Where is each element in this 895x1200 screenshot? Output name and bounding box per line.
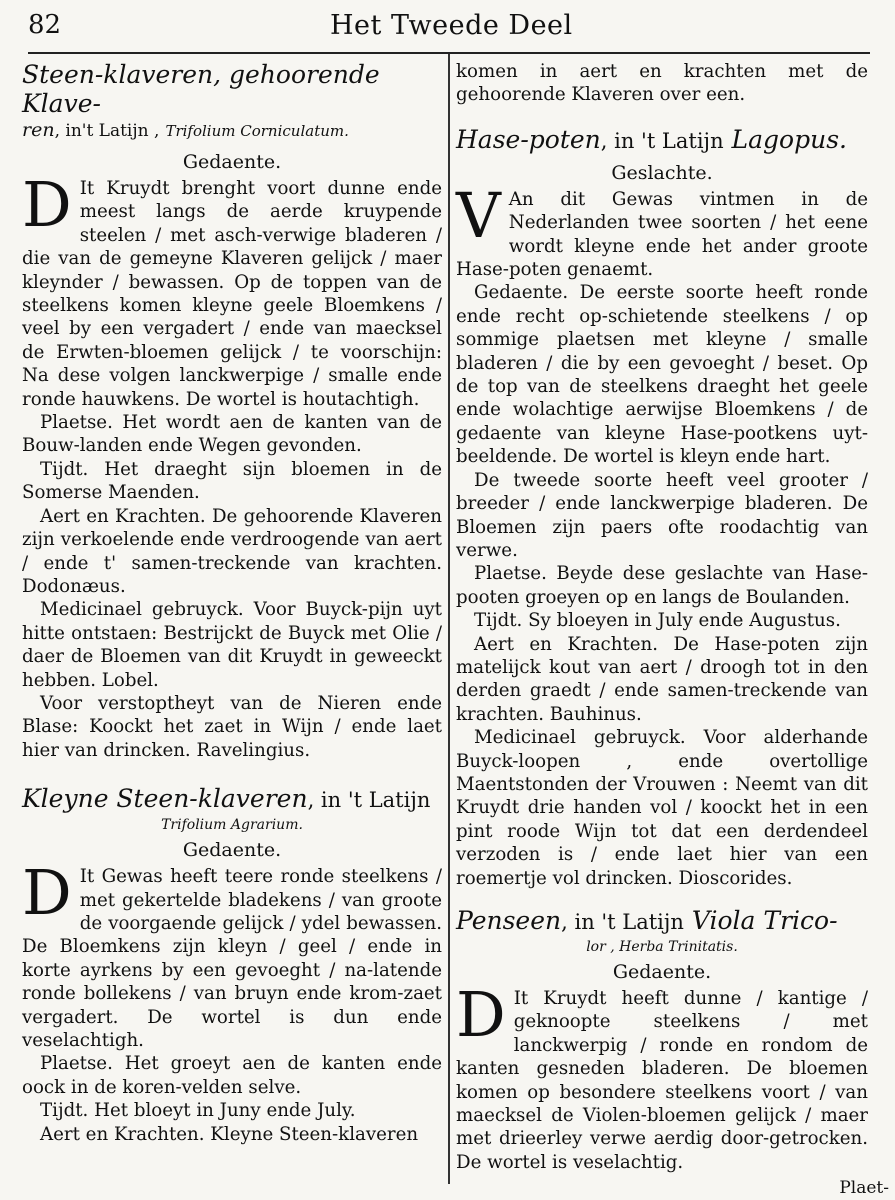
spacer [456, 107, 868, 125]
right-column [456, 60, 868, 1174]
entry-title-italic: ren [22, 119, 55, 141]
page-header [0, 0, 895, 48]
drop-cap: D [22, 856, 72, 930]
entry-title-italic: Hase-poten [456, 124, 601, 154]
entry-title-plain: , in 't Latijn [600, 128, 724, 153]
entry-title-italic: Penseen [456, 906, 562, 935]
entry-title-steen-klaveren [22, 60, 442, 118]
paragraph-text: An dit Gewas vintmen in de Nederlanden twee soorten / het eene wordt kleyne ende het ander groote Hase-poten genaemt. [456, 188, 868, 281]
paragraph-text: It Gewas heeft teere ronde steelkens / met gekertelde bladekens / van groote de voorgaende gelijck / ydel bewassen. De Bloemkens zijn kleyn / geel / ende in korte ayrkens by een gevoeght / na-latende ronde bollekens / van bruyn ende krom-zaet vergadert. De wortel is dun ende veselachtigh. [22, 866, 442, 1051]
spacer [22, 762, 442, 784]
paragraph-text: It Kruydt brenght voort dunne ende meest langs de aerde kruypende steelen / met asch-verwige bladeren / die van de gemeyne Klaveren gelijck / maer kleynder / bewassen. Op de toppen van de steelkens komen kleyne geele Bloemkens / veel by een vergadert / ende van maecksel de Erwten-bloemen gelijck / te voorschijn: Na dese volgen lanckwerpige / smalle ende ronde hauwkens. De wortel is houtachtigh. [22, 178, 442, 410]
gedaente-paragraph [456, 978, 868, 1174]
plaetse-paragraph: Plaetse. Het wordt aen de kanten van de Bouw-landen ende Wegen gevonden. [22, 412, 442, 457]
catchword: Plaet- [839, 1178, 889, 1198]
plaetse-paragraph: Plaetse. Het groeyt aen de kanten ende oock in de koren-velden selve. [22, 1053, 442, 1098]
page-number: 82 [28, 10, 62, 40]
aert-paragraph: Aert en Krachten. De gehoorende Klaveren zijn verkoelende ende verdroogende van aert / ende t' samen-treckende van krachten. Dodonæus. [22, 505, 442, 597]
geslachte-paragraph [456, 178, 868, 282]
medicinael-paragraph-2: Voor verstoptheyt van de Nieren ende Blase: Koockt het zaet in Wijn / ende laet hier van drincken. Ravelingius. [22, 692, 442, 761]
entry-title-hase-poten [456, 125, 868, 156]
section-heading: Geslachte. [611, 161, 713, 184]
aert-paragraph: Aert en Krachten. De Hase-poten zijn matelijck kout van aert / droogh tot in den derden graedt / ende samen-treckende van krachten. Bauhinus. [456, 633, 868, 725]
entry-title-italic: Kleyne Steen-klaveren [22, 784, 308, 814]
continued-paragraph: komen in aert en krachten met de gehoorende Klaveren over een. [456, 61, 868, 106]
entry-title-kleyne-steen-klaveren [22, 784, 442, 815]
medicinael-paragraph: Medicinael gebruyck. Voor alderhande Buyck-loopen , ende overtollige Maentstonden der Vrouwen : Neemt van dit Kruydt drie handen vol / koockt het in een pint roode Wijn tot dat een derdendeel verzoden is / ende laet hier van een roemertje vol drincken. Dioscorides. [456, 727, 868, 889]
entry-title-plain: , in't Latijn , [54, 121, 160, 141]
latin-name: Trifolium Agrarium. [161, 817, 303, 834]
paragraph-text: It Kruydt heeft dunne / kantige / geknoopte steelkens / met lanckwerpig / ronde en rondom de kanten gesneden bladeren. De bloemen komen op besondere steelkens voort / van maecksel de Violen-bloemen gelijck / maer met drieerley verwe aerdig door-getrocken. De wortel is veselachtig. [456, 988, 868, 1173]
tijdt-paragraph: Tijdt. Het draeght sijn bloemen in de Somerse Maenden. [22, 458, 442, 504]
left-column [22, 60, 442, 1146]
tijdt-paragraph: Tijdt. Sy bloeyen in July ende Augustus. [474, 610, 841, 632]
running-head: Het Tweede Deel [330, 10, 573, 41]
section-heading: Gedaente. [182, 151, 282, 173]
section-heading: Gedaente. [612, 961, 712, 983]
medicinael-paragraph: Medicinael gebruyck. Voor Buyck-pijn uyt hitte ontstaen: Bestrijckt de Buyck met Olie / daer de Bloemen van dit Kruydt in geweeckt hebben. Lobel. [22, 599, 442, 691]
spacer [456, 890, 868, 906]
section-heading: Gedaente. [182, 839, 282, 862]
drop-cap: D [456, 978, 506, 1051]
entry-title-line1: Steen-klaveren, gehoorende Klave- [22, 60, 380, 118]
entry-title-penseen [456, 906, 868, 937]
gedaente-paragraph [22, 168, 442, 411]
gedaente-paragraph: Gedaente. De eerste soorte heeft ronde ende recht op-schietende steelkens / op sommige plaetsen met kleyne / smalle bladeren / die by een gevoeght / beset. Op de top van de steelkens draeght het geele ende wolachtige aerwijse Bloemkens / de gedaente van kleyne Hase-pootkens uyt-beeldende. De wortel is kleyn ende hart. [456, 282, 868, 468]
plaetse-paragraph: Plaetse. Beyde dese geslachte van Hase-pooten groeyen op en langs de Boulanden. [456, 563, 868, 608]
entry-title-plain: , in 't Latijn [307, 788, 431, 813]
gedaente-paragraph [22, 856, 442, 1052]
latin-name-continued: lor , Herba Trinitatis. [586, 939, 738, 955]
column-divider [448, 54, 450, 1184]
drop-cap: V [456, 178, 501, 252]
entry-title-plain: , in 't Latijn [561, 910, 684, 934]
tweede-soorte-paragraph: De tweede soorte heeft veel grooter / breeder / ende lanckwerpige bladeren. De Bloemen zijn paers ofte roodachtig van verwe. [456, 469, 868, 561]
drop-cap: D [22, 168, 72, 241]
latin-name: Lagopus. [731, 124, 847, 154]
tijdt-paragraph: Tijdt. Het bloeyt in Juny ende July. [40, 1100, 356, 1122]
latin-name: Trifolium Corniculatum. [165, 122, 349, 140]
aert-paragraph: Aert en Krachten. Kleyne Steen-klaveren [40, 1123, 419, 1145]
latin-name: Viola Trico- [691, 906, 838, 935]
entry-title-line2 [22, 118, 442, 143]
